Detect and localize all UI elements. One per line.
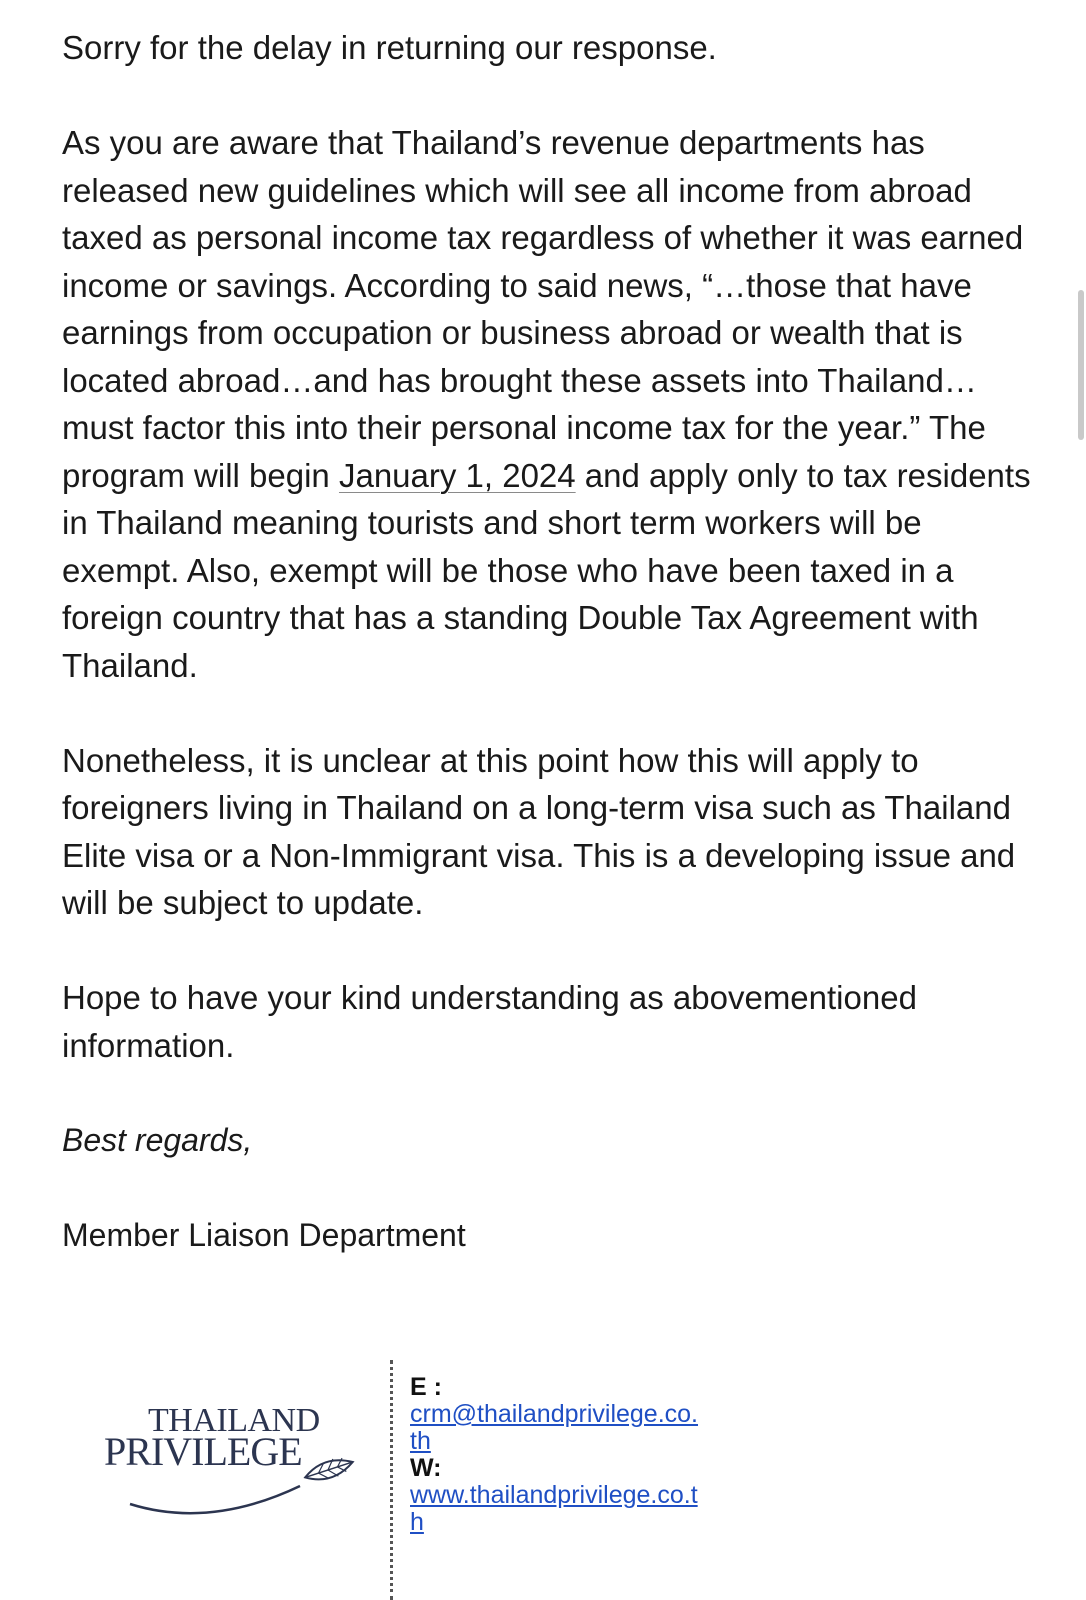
paragraph-guidelines-text-a: As you are aware that Thailand’s revenue departments has released new guidelines which will see all income from abroad taxed as personal income tax regardless of whether it was earned income or savings. According to said news, “…those that have earnings from occupation or business abroad or wealth that is located abroad…and has brought these assets into Thailand…must factor this into their personal income tax for the year.” The program will begin [62,124,1024,494]
thailand-privilege-logo [100,1404,370,1524]
date-link[interactable]: January 1, 2024 [338,456,576,494]
website-link[interactable]: www.thailandprivilege.co.th [410,1481,698,1536]
spacer [62,927,1042,975]
web-label: W: [410,1454,442,1482]
spacer [62,1069,1042,1117]
logo-leaf-swoosh-icon [100,1404,370,1524]
email-label: E : [410,1373,442,1401]
email-body [62,24,1042,1259]
paragraph-visa: Nonetheless, it is unclear at this point how this will apply to foreigners living in Thailand on a long-term visa such as Thailand Elite visa or a Non-Immigrant visa. This is a developing issue and will be subject to update. [62,741,1016,921]
spacer [62,689,1042,737]
department-name: Member Liaison Department [62,1216,466,1253]
email-signature [0,1360,1086,1600]
spacer [62,72,1042,120]
scrollbar-thumb[interactable] [1078,290,1084,440]
paragraph-guidelines [62,119,1042,689]
contact-info [410,1374,700,1536]
opening-line: Sorry for the delay in returning our response. [62,29,717,66]
signature-divider [390,1360,393,1600]
paragraph-understanding: Hope to have your kind understanding as abovementioned information. [62,979,917,1064]
spacer [62,1164,1042,1212]
logo-text-privilege: PRIVILEGE [104,1429,302,1474]
email-link[interactable]: crm@thailandprivilege.co.th [410,1400,699,1455]
paragraph-guidelines-text-b: and apply only to tax residents in Thailand meaning tourists and short term workers will be exempt. Also, exempt will be those who have been taxed in a foreign country that has a standing Double Tax Agreement with Thailand. [62,456,1031,684]
sign-off: Best regards, [62,1121,253,1158]
logo-text-thailand: THAILAND [148,1402,320,1439]
